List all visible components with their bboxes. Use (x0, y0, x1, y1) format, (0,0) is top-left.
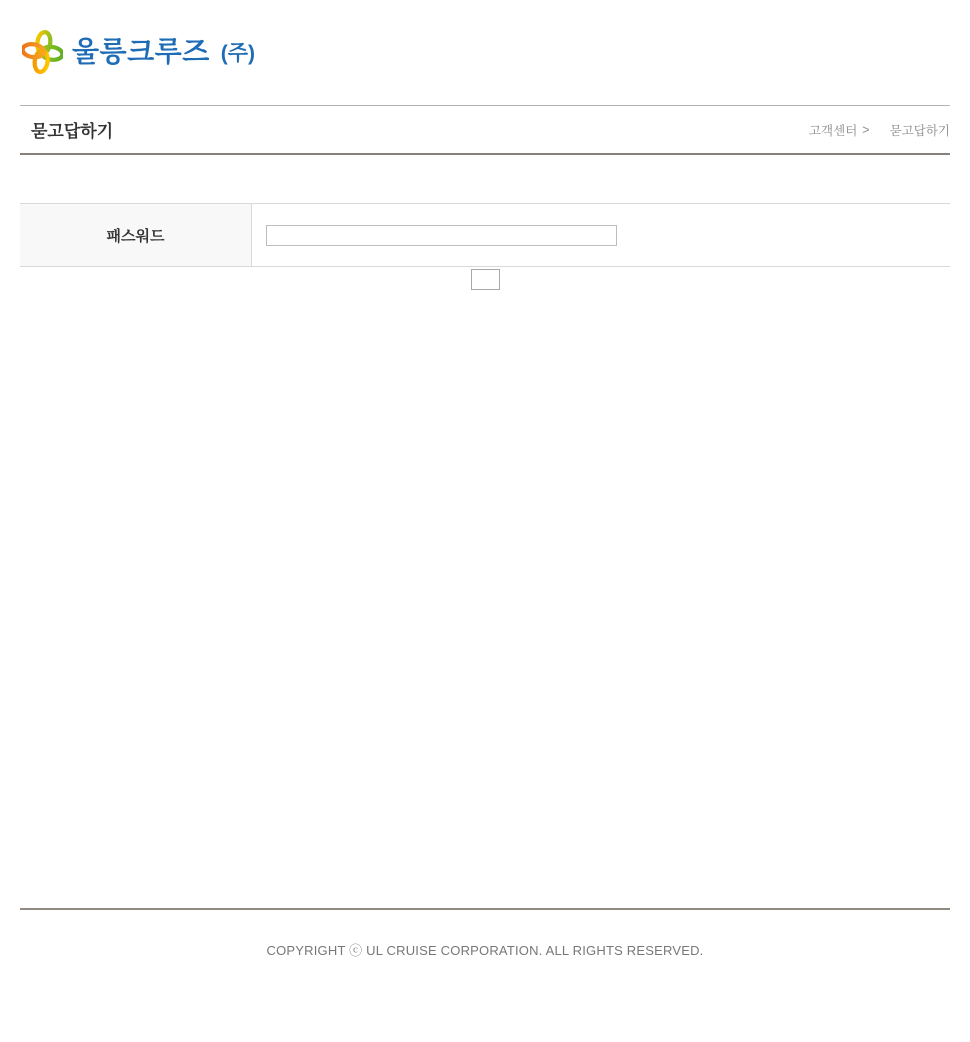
breadcrumb (809, 121, 950, 139)
page (20, 0, 950, 1042)
breadcrumb-current[interactable]: 묻고답하기 (889, 123, 950, 138)
spacer (20, 290, 950, 908)
title-bar (20, 105, 950, 155)
page-title: 묻고답하기 (31, 122, 114, 141)
site-header (20, 0, 950, 105)
breadcrumb-parent[interactable]: 고객센터 (808, 123, 858, 138)
submit-button[interactable] (471, 269, 500, 290)
copyright-text: COPYRIGHT ⓒ UL CRUISE CORPORATION. ALL RIGHTS RESERVED. (266, 943, 704, 958)
password-input[interactable] (266, 225, 617, 246)
page-footer (20, 908, 950, 1042)
password-cell (252, 204, 950, 266)
brand-suffix: (주) (220, 42, 256, 65)
password-label: 패스워드 (20, 204, 252, 266)
password-table (20, 203, 950, 267)
spacer (20, 155, 950, 203)
brand-name: 울릉크루즈 (72, 36, 210, 67)
flower-ribbon-icon (22, 27, 63, 77)
button-row (20, 269, 950, 290)
brand-logo-link[interactable] (22, 0, 255, 77)
breadcrumb-separator: > (862, 122, 870, 137)
